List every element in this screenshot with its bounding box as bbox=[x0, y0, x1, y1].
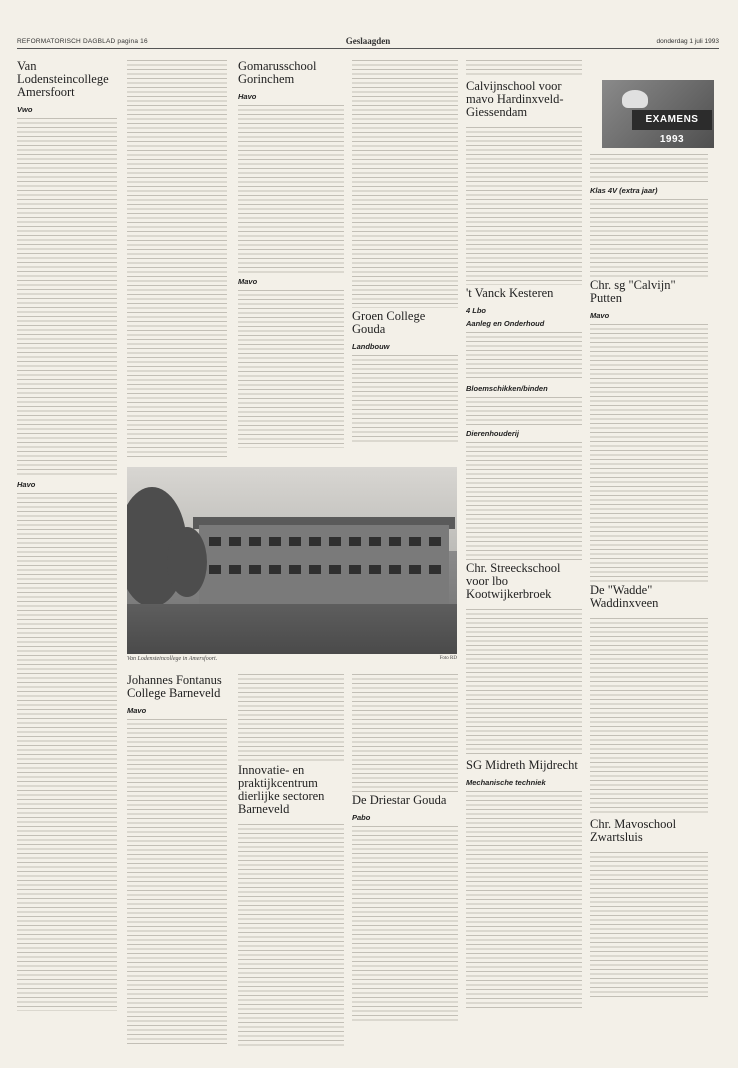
text-block bbox=[238, 103, 344, 273]
text-block bbox=[466, 440, 582, 560]
photo-credit: Foto RD bbox=[439, 656, 457, 661]
article-title-calvijnschool: Calvijnschool voor mavo Hardinxveld-Giessendam bbox=[466, 79, 564, 119]
school-photo bbox=[127, 467, 457, 654]
article-title-gomarusschool: Gomarusschool Gorinchem bbox=[238, 59, 317, 86]
section-4-lbo: 4 Lbo bbox=[466, 306, 486, 315]
text-block bbox=[466, 58, 582, 78]
text-block bbox=[466, 125, 582, 285]
text-block bbox=[238, 822, 344, 1048]
article-title-streeckschool: Chr. Streeckschool voor lbo Kootwijkerbroek bbox=[466, 561, 561, 601]
section-mavo: Mavo bbox=[238, 277, 258, 286]
article-title-calvijn-putten: Chr. sg "Calvijn" Putten bbox=[590, 278, 676, 305]
exam-photo bbox=[602, 80, 714, 148]
column-5 bbox=[466, 58, 582, 1048]
text-block bbox=[466, 330, 582, 380]
innovatie-article bbox=[238, 672, 344, 1048]
column-4 bbox=[352, 58, 458, 458]
text-block bbox=[17, 491, 117, 1011]
column-2 bbox=[127, 58, 227, 458]
text-block bbox=[238, 672, 344, 762]
section-mavo: Mavo bbox=[127, 706, 147, 715]
masthead bbox=[17, 36, 719, 49]
text-block bbox=[127, 58, 227, 458]
article-title-lodensteincollege: Van Lodensteincollege Amersfoort bbox=[17, 59, 109, 99]
photo-building bbox=[199, 525, 449, 605]
text-block bbox=[238, 288, 344, 448]
column-1 bbox=[17, 58, 117, 1048]
section-bloemschikken: Bloemschikken/binden bbox=[466, 384, 548, 393]
text-block bbox=[352, 353, 458, 443]
photo-tree bbox=[167, 527, 207, 597]
section-mavo: Mavo bbox=[590, 311, 610, 320]
text-block bbox=[590, 197, 708, 277]
masthead-date: donderdag 1 juli 1993 bbox=[656, 38, 719, 45]
exam-sign: EXAMENS 1993 bbox=[632, 110, 712, 130]
article-title-vanck-kesteren: 't Vanck Kesteren bbox=[466, 286, 554, 300]
text-block bbox=[590, 616, 708, 816]
photo-caption bbox=[127, 656, 457, 662]
johannes-fontanus-article bbox=[127, 672, 227, 1048]
article-title-wadde: De "Wadde" Waddinxveen bbox=[590, 583, 659, 610]
photo-caption-text: Van Lodensteincollege in Amersfoort. bbox=[127, 656, 218, 662]
section-havo: Havo bbox=[17, 480, 36, 489]
section-pabo: Pabo bbox=[352, 813, 371, 822]
article-title-johannes-fontanus: Johannes Fontanus College Barneveld bbox=[127, 673, 222, 700]
text-block bbox=[466, 607, 582, 757]
column-3 bbox=[238, 58, 344, 458]
text-block bbox=[352, 58, 458, 308]
text-block bbox=[466, 789, 582, 1009]
text-block bbox=[590, 322, 708, 582]
section-mechanische-techniek: Mechanische techniek bbox=[466, 778, 546, 787]
article-title-driestar: De Driestar Gouda bbox=[352, 793, 447, 807]
section-title: Geslaagden bbox=[345, 36, 391, 46]
photo-lawn bbox=[127, 604, 457, 654]
article-title-sg-midreth: SG Midreth Mijdrecht bbox=[466, 758, 578, 772]
driestar-article bbox=[352, 672, 458, 1048]
section-aanleg-onderhoud: Aanleg en Onderhoud bbox=[466, 319, 545, 328]
text-block bbox=[466, 395, 582, 425]
column-6 bbox=[590, 152, 708, 1048]
section-dierenhouderij: Dierenhouderij bbox=[466, 429, 519, 438]
text-block bbox=[352, 672, 458, 792]
section-vwo: Vwo bbox=[17, 105, 33, 114]
text-block bbox=[590, 152, 708, 182]
text-block bbox=[590, 850, 708, 1000]
text-block bbox=[352, 824, 458, 1024]
graduation-hat-icon bbox=[622, 90, 648, 108]
text-block bbox=[17, 116, 117, 476]
section-havo: Havo bbox=[238, 92, 257, 101]
article-title-chr-mavoschool-zwartsluis: Chr. Mavoschool Zwartsluis bbox=[590, 817, 677, 844]
text-block bbox=[127, 717, 227, 1047]
article-title-innovatie: Innovatie- en praktijkcentrum dierlijke sectoren Barneveld bbox=[238, 763, 325, 816]
article-title-groen-college: Groen College Gouda bbox=[352, 309, 426, 336]
masthead-left: REFORMATORISCH DAGBLAD pagina 16 bbox=[17, 38, 148, 45]
section-klas-4v: Klas 4V (extra jaar) bbox=[590, 186, 658, 195]
section-landbouw: Landbouw bbox=[352, 342, 390, 351]
